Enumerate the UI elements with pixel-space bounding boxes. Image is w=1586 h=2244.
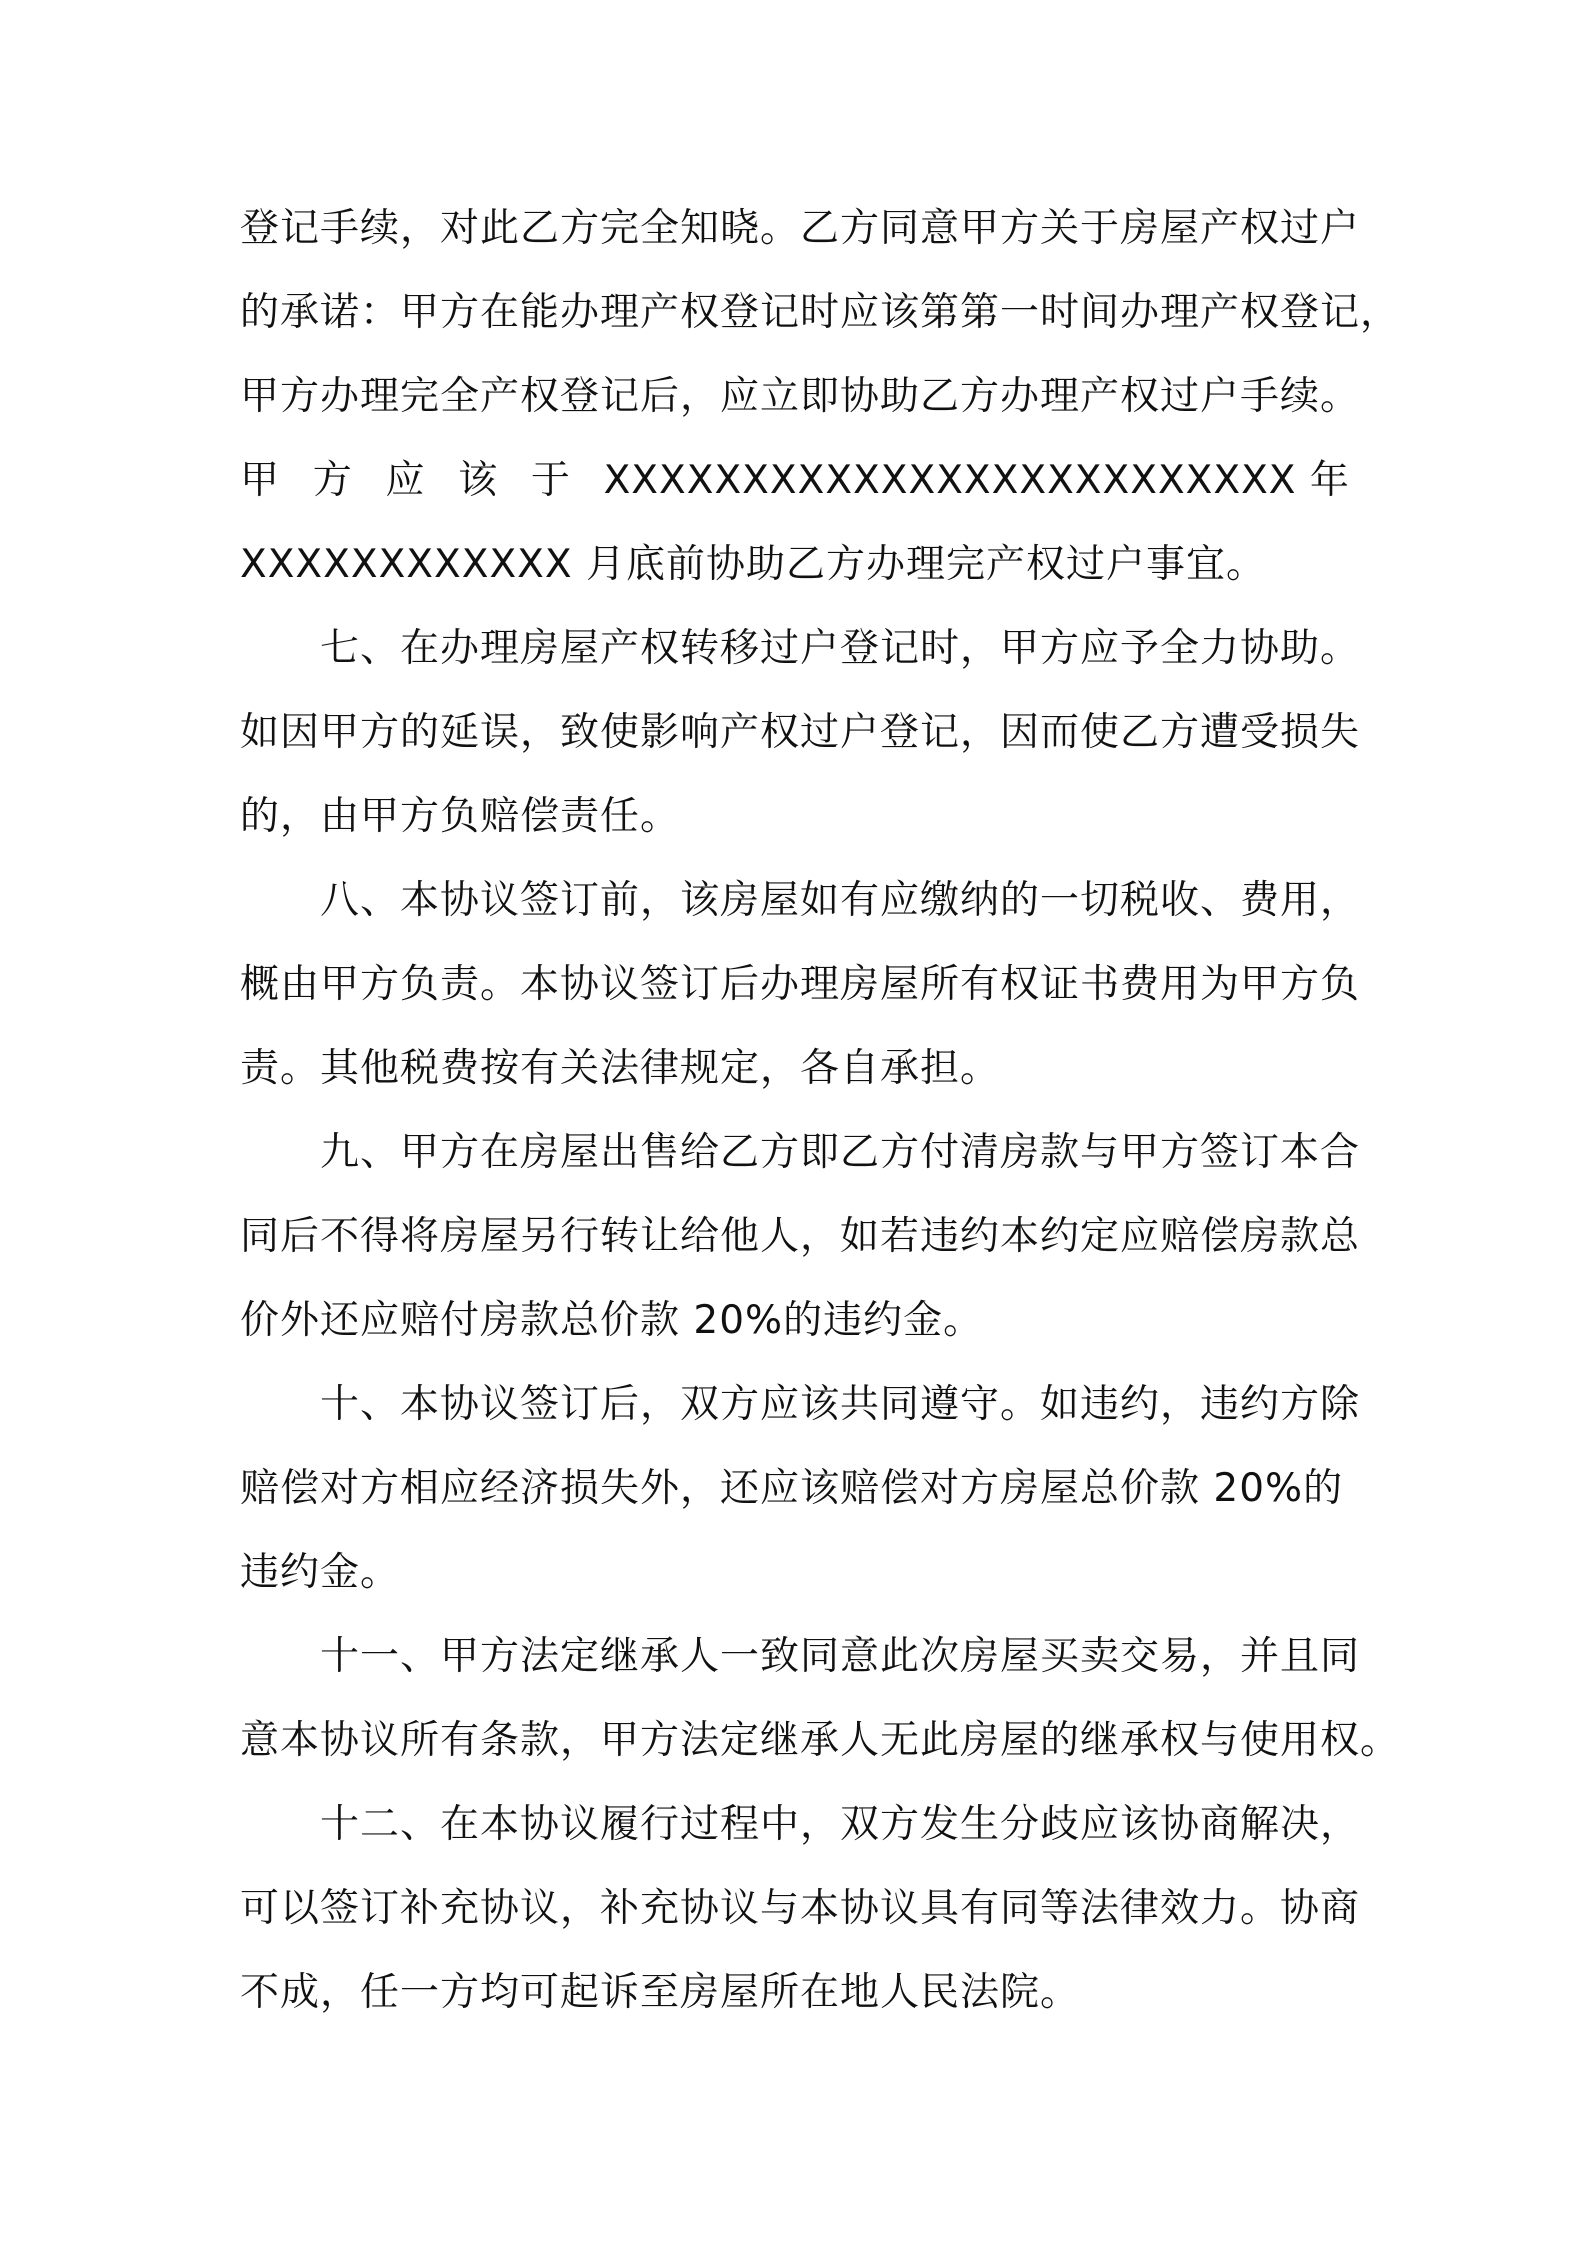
spaced-char: 甲 — [240, 458, 281, 503]
text-line: 价外还应赔付房款总价款 20%的违约金。 — [240, 1298, 984, 1343]
text-line: 概由甲方负责。本协议签订后办理房屋所有权证书费用为甲方负 — [240, 962, 1361, 1007]
text-line: 甲方办理完全产权登记后，应立即协助乙方办理产权过户手续。 — [240, 374, 1361, 419]
spaced-date-text: XXXXXXXXXXXXXXXXXXXXXXXXX 年 — [603, 458, 1350, 503]
spaced-char: 于 — [530, 458, 571, 503]
clause-eight-start: 八、本协议签订前，该房屋如有应缴纳的一切税收、费用， — [320, 878, 1361, 923]
clause-eleven-start: 十一、甲方法定继承人一致同意此次房屋买卖交易，并且同 — [320, 1634, 1361, 1679]
clause-twelve-start: 十二、在本协议履行过程中，双方发生分歧应该协商解决， — [320, 1802, 1361, 1847]
text-line: 意本协议所有条款，甲方法定继承人无此房屋的继承权与使用权。 — [240, 1718, 1401, 1763]
text-line: 的承诺：甲方在能办理产权登记时应该第第一时间办理产权登记， — [240, 290, 1401, 335]
spaced-char: 应 — [385, 458, 426, 503]
text-line: 不成，任一方均可起诉至房屋所在地人民法院。 — [240, 1970, 1081, 2015]
text-line: 同后不得将房屋另行转让给他人，如若违约本约定应赔偿房款总 — [240, 1214, 1361, 1259]
text-line: 可以签订补充协议，补充协议与本协议具有同等法律效力。协商 — [240, 1886, 1361, 1931]
text-line: XXXXXXXXXXXX 月底前协助乙方办理完产权过户事宜。 — [240, 542, 1267, 587]
text-line: 赔偿对方相应经济损失外，还应该赔偿对方房屋总价款 20%的 — [240, 1466, 1344, 1511]
clause-nine-start: 九、甲方在房屋出售给乙方即乙方付清房款与甲方签订本合 — [320, 1130, 1361, 1175]
text-line: 的，由甲方负赔偿责任。 — [240, 794, 681, 839]
spaced-char: 该 — [458, 458, 499, 503]
text-line: 责。其他税费按有关法律规定，各自承担。 — [240, 1046, 1001, 1091]
clause-seven-start: 七、在办理房屋产权转移过户登记时，甲方应予全力协助。 — [320, 626, 1361, 671]
spaced-text-line — [240, 451, 1350, 511]
text-line: 违约金。 — [240, 1550, 401, 1595]
text-line: 登记手续，对此乙方完全知晓。乙方同意甲方关于房屋产权过户 — [240, 206, 1361, 251]
spaced-char: 方 — [312, 458, 353, 503]
clause-ten-start: 十、本协议签订后，双方应该共同遵守。如违约，违约方除 — [320, 1382, 1361, 1427]
text-line: 如因甲方的延误，致使影响产权过户登记，因而使乙方遭受损失 — [240, 710, 1361, 755]
